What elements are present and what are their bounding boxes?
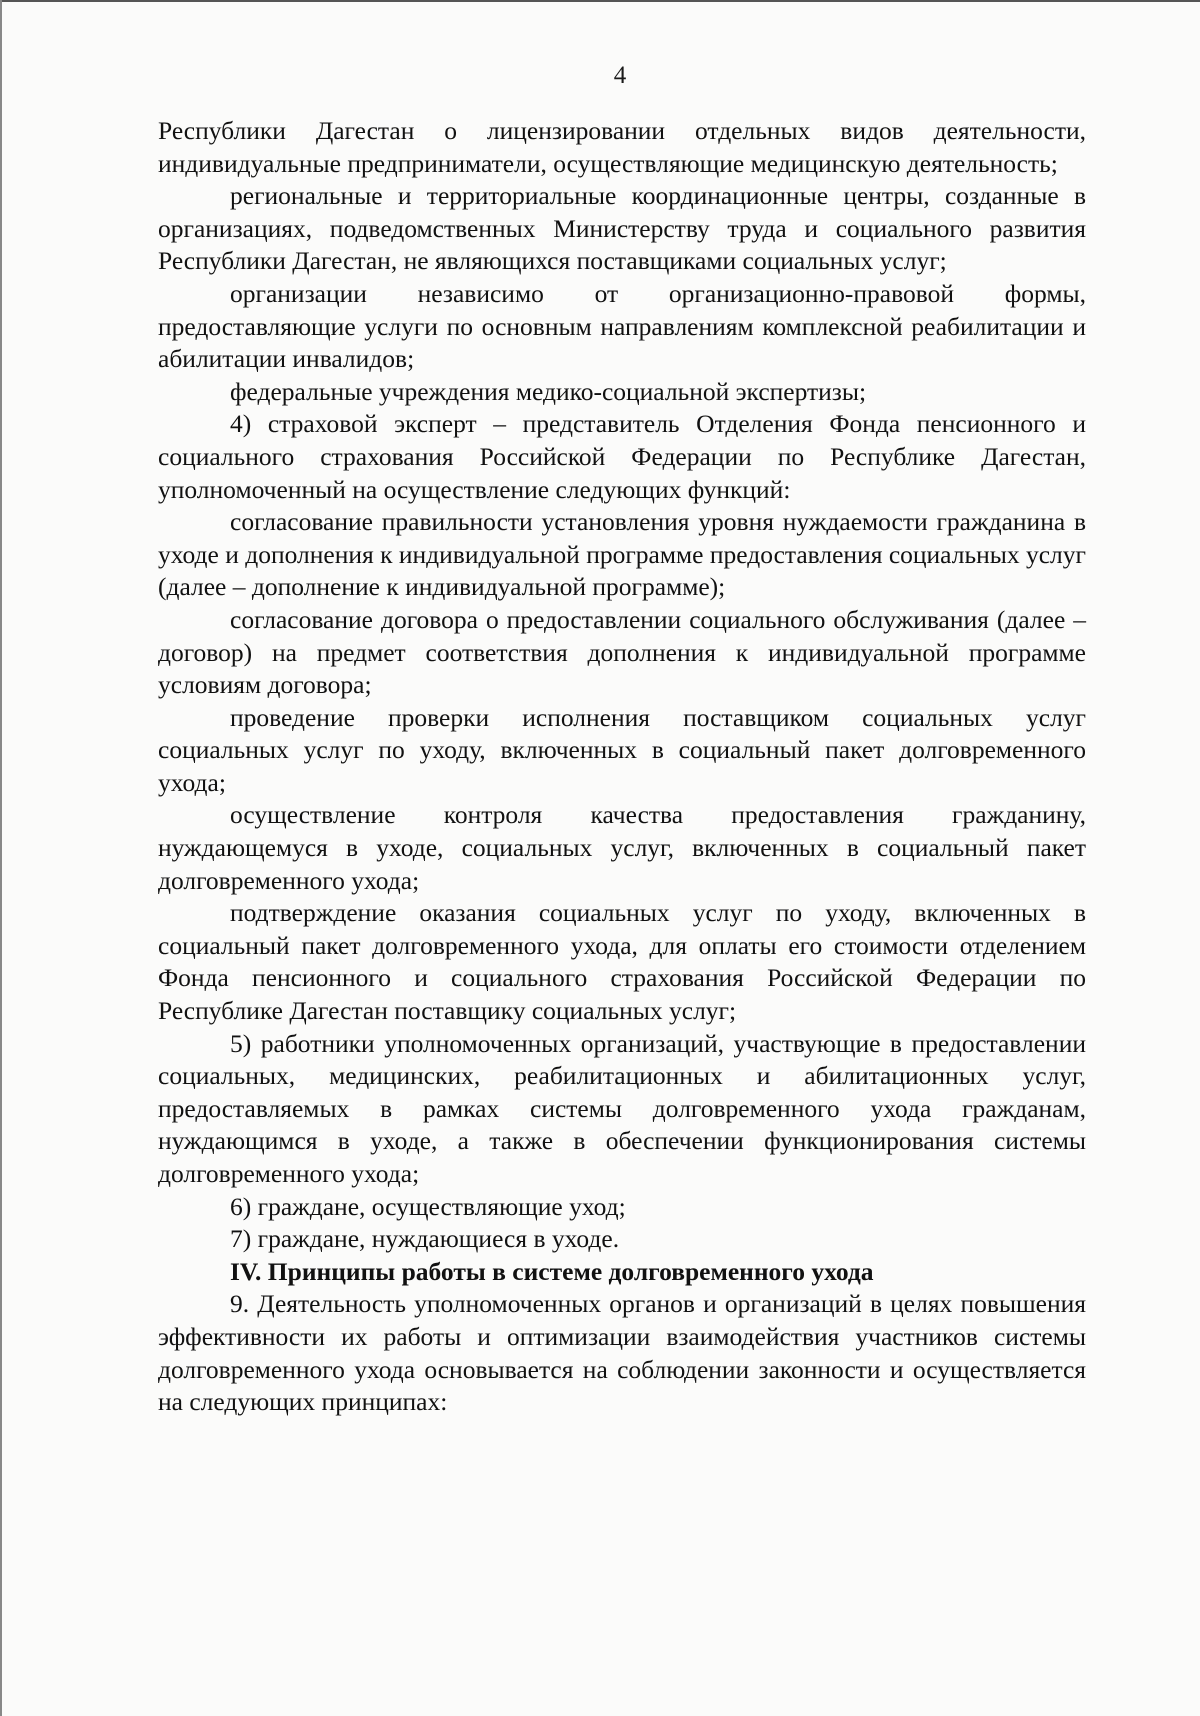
document-body <box>158 115 1086 1419</box>
paragraph-4: федеральные учреждения медико-социальной экспертизы; <box>230 376 867 406</box>
paragraph-6: согласование правильности установления уровня нуждаемости гражданина в уходе и дополнения к индивидуальной программе предоставления социальных услуг (далее – дополнение к индивидуальной программе); <box>158 507 1086 602</box>
scan-left-edge <box>0 0 2 1716</box>
paragraph-11: 5) работники уполномоченных организаций, участвующие в предоставлении социальных, медицинских, реабилитационных и абилитационных услуг, предоставляемых в рамках системы долговременного ухода гражданам, нуждающимся в уходе, а также в обеспечении функционирования системы долговременного ухода; <box>158 1028 1086 1188</box>
paragraph-5: 4) страховой эксперт – представитель Отделения Фонда пенсионного и социального страхования Российской Федерации по Республике Дагестан, уполномоченный на осуществление следующих функций: <box>158 409 1086 504</box>
paragraph-13: 7) граждане, нуждающиеся в уходе. <box>230 1224 620 1254</box>
paragraph-7: согласование договора о предоставлении социального обслуживания (далее – договор) на предмет соответствия дополнения к индивидуальной программе условиям договора; <box>158 604 1086 700</box>
paragraph-3: организации независимо от организационно-правовой формы, предоставляющие услуги по основным направлениям комплексной реабилитации и абилитации инвалидов; <box>158 278 1086 374</box>
paragraph-1: Республики Дагестан о лицензировании отдельных видов деятельности, индивидуальные предприниматели, осуществляющие медицинскую деятельность; <box>158 116 1086 178</box>
paragraph-9: осуществление контроля качества предоставления гражданину, нуждающемуся в уходе, социальных услуг, включенных в социальный пакет долговременного ухода; <box>158 800 1086 895</box>
paragraph-12: 6) граждане, осуществляющие уход; <box>230 1191 626 1221</box>
paragraph-8: проведение проверки исполнения поставщиком социальных услуг социальных услуг по уходу, включенных в социальный пакет долговременного ухода; <box>158 702 1086 797</box>
paragraph-2: региональные и территориальные координационные центры, созданные в организациях, подведомственных Министерству труда и социального развития Республики Дагестан, не являющихся поставщиками социальных услуг; <box>158 181 1086 276</box>
section-paragraph-1: 9. Деятельность уполномоченных органов и организаций в целях повышения эффективности их работы и оптимизации взаимодействия участников системы долговременного ухода основывается на соблюдении законности и осуществляется на следующих принципах: <box>158 1289 1086 1417</box>
paragraph-10: подтверждение оказания социальных услуг по уходу, включенных в социальный пакет долговременного ухода, для оплаты его стоимости отделением Фонда пенсионного и социального страхования Российской Федерации по Республике Дагестан поставщику социальных услуг; <box>158 898 1086 1026</box>
scan-top-edge <box>0 0 1200 2</box>
page-number: 4 <box>613 62 627 89</box>
section-title: IV. Принципы работы в системе долговременного ухода <box>230 1256 874 1286</box>
